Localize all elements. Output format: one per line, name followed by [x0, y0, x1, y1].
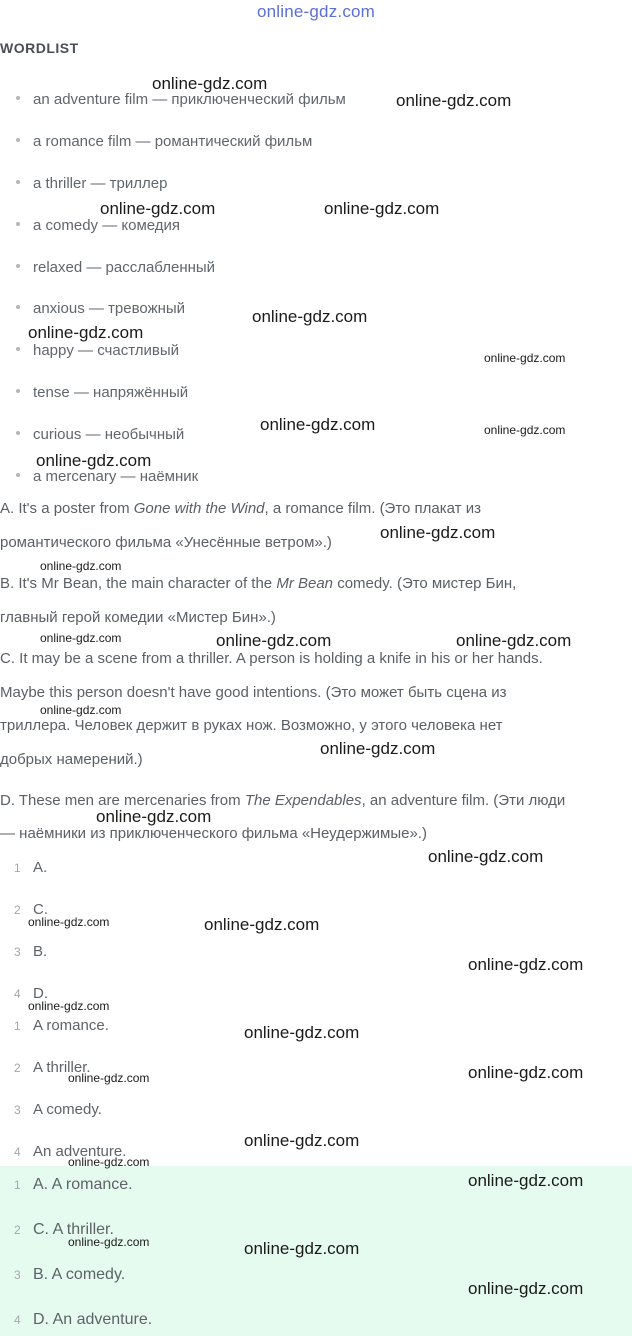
- item-number: 2: [14, 1223, 21, 1237]
- watermark: online-gdz.com: [28, 999, 110, 1013]
- answer-item: [14, 1266, 125, 1284]
- watermark: online-gdz.com: [68, 1235, 150, 1249]
- list-item-text: an adventure film — приключенческий фильм: [33, 91, 346, 108]
- film-title: Mr Bean: [276, 575, 334, 592]
- list-item: [16, 175, 167, 192]
- list-item: [16, 384, 188, 401]
- watermark: online-gdz.com: [456, 631, 572, 650]
- watermark: online-gdz.com: [244, 1131, 360, 1150]
- watermark: online-gdz.com: [260, 415, 376, 434]
- watermark: online-gdz.com: [36, 451, 152, 470]
- watermark: online-gdz.com: [244, 1023, 360, 1042]
- bullet-icon: [16, 347, 20, 351]
- bullet-icon: [16, 222, 20, 226]
- top-watermark: online-gdz.com: [256, 2, 376, 21]
- paragraph-b-line-1: [0, 576, 516, 591]
- film-title: The Expendables: [244, 792, 362, 809]
- bullet-icon: [16, 180, 20, 184]
- list-item: [14, 1017, 109, 1034]
- list-item-text: relaxed — расслабленный: [33, 259, 216, 276]
- paragraph-c-line-2: Maybe this person doesn't have good intentions. (Это может быть сцена из: [0, 684, 507, 701]
- paragraph-a-line-1: [0, 501, 481, 516]
- watermark: online-gdz.com: [484, 351, 566, 365]
- item-text: C. A thriller.: [33, 1221, 114, 1238]
- item-text: A romance.: [33, 1017, 109, 1034]
- bullet-icon: [16, 389, 20, 393]
- list-item-text: a romance film — романтический фильм: [33, 133, 313, 150]
- watermark: online-gdz.com: [396, 91, 512, 110]
- bullet-icon: [16, 473, 20, 477]
- paragraph-text: B. It's Mr Bean, the main character of the: [0, 575, 277, 592]
- item-number: 4: [14, 1145, 21, 1159]
- paragraph-c-line-3: триллера. Человек держит в руках нож. Возможно, у этого человека нет: [0, 717, 503, 734]
- item-number: 4: [14, 987, 21, 1001]
- list-item: [16, 133, 312, 150]
- list-item: [14, 943, 47, 960]
- list-item-text: anxious — тревожный: [33, 300, 186, 317]
- item-text: A.: [33, 859, 48, 876]
- paragraph-d-line-1: [0, 793, 565, 808]
- item-number: 1: [14, 861, 21, 875]
- list-item: [14, 1101, 102, 1118]
- watermark: online-gdz.com: [468, 1279, 584, 1298]
- list-item: [16, 342, 179, 359]
- paragraph-c-line-1: C. It may be a scene from a thriller. A person is holding a knife in his or her hands.: [0, 650, 543, 667]
- item-number: 3: [14, 1103, 21, 1117]
- item-number: 4: [14, 1313, 21, 1327]
- watermark: online-gdz.com: [40, 703, 122, 717]
- watermark: online-gdz.com: [68, 1071, 150, 1085]
- item-text: B. A comedy.: [33, 1266, 126, 1283]
- answer-item: [14, 1311, 152, 1329]
- item-number: 1: [14, 1178, 21, 1192]
- list-item-text: happy — счастливый: [33, 342, 179, 359]
- watermark: online-gdz.com: [252, 307, 368, 326]
- list-item: [16, 259, 215, 276]
- watermark: online-gdz.com: [152, 74, 268, 93]
- film-title: Gone with the Wind: [133, 500, 265, 517]
- item-text: A. A romance.: [33, 1176, 133, 1193]
- paragraph-text: A. It's a poster from: [0, 500, 134, 517]
- item-number: 2: [14, 1061, 21, 1075]
- watermark: online-gdz.com: [468, 955, 584, 974]
- list-item-text: a comedy — комедия: [33, 217, 181, 234]
- item-text: An adventure.: [33, 1143, 127, 1160]
- list-item: [16, 426, 184, 443]
- bullet-icon: [16, 138, 20, 142]
- watermark: online-gdz.com: [68, 1155, 150, 1169]
- list-item-text: tense — напряжённый: [33, 384, 189, 401]
- paragraph-text: comedy. (Это мистер Бин,: [333, 575, 517, 592]
- watermark: online-gdz.com: [28, 915, 110, 929]
- watermark: online-gdz.com: [204, 915, 320, 934]
- watermark: online-gdz.com: [320, 739, 436, 758]
- watermark: online-gdz.com: [28, 323, 144, 342]
- item-text: A comedy.: [33, 1101, 102, 1118]
- list-item: [16, 300, 185, 317]
- watermark: online-gdz.com: [324, 199, 440, 218]
- watermark: online-gdz.com: [244, 1239, 360, 1258]
- watermark: online-gdz.com: [96, 807, 212, 826]
- item-text: D.: [33, 985, 48, 1002]
- list-item-text: curious — необычный: [33, 426, 185, 443]
- paragraph-text: , an adventure film. (Эти люди: [361, 792, 566, 809]
- item-text: A thriller.: [33, 1059, 91, 1076]
- watermark: online-gdz.com: [40, 631, 122, 645]
- item-number: 2: [14, 903, 21, 917]
- watermark: online-gdz.com: [428, 847, 544, 866]
- watermark: online-gdz.com: [40, 559, 122, 573]
- bullet-icon: [16, 96, 20, 100]
- watermark: online-gdz.com: [380, 523, 496, 542]
- item-text: D. An adventure.: [33, 1311, 153, 1328]
- paragraph-d-line-2: — наёмники из приключенческого фильма «Неудержимые».): [0, 825, 427, 842]
- item-text: B.: [33, 943, 48, 960]
- watermark: online-gdz.com: [468, 1171, 584, 1190]
- list-item: [14, 859, 47, 876]
- watermark: online-gdz.com: [100, 199, 216, 218]
- paragraph-b-line-2: главный герой комедии «Мистер Бин».): [0, 609, 276, 626]
- paragraph-text: D. These men are mercenaries from: [0, 792, 245, 809]
- wordlist-heading: WORDLIST: [0, 40, 79, 56]
- bullet-icon: [16, 431, 20, 435]
- list-item-text: a thriller — триллер: [33, 175, 168, 192]
- bullet-icon: [16, 305, 20, 309]
- item-number: 3: [14, 945, 21, 959]
- paragraph-a-line-2: романтического фильма «Унесённые ветром».): [0, 534, 332, 551]
- item-number: 1: [14, 1019, 21, 1033]
- answer-item: [14, 1176, 133, 1194]
- item-number: 3: [14, 1268, 21, 1282]
- paragraph-c-line-4: добрых намерений.): [0, 751, 143, 768]
- watermark: online-gdz.com: [468, 1063, 584, 1082]
- list-item-text: a mercenary — наёмник: [33, 468, 199, 485]
- list-item: [16, 217, 180, 234]
- bullet-icon: [16, 264, 20, 268]
- watermark: online-gdz.com: [484, 423, 566, 437]
- watermark: online-gdz.com: [216, 631, 332, 650]
- item-text: C.: [33, 901, 48, 918]
- paragraph-text: , a romance film. (Это плакат из: [264, 500, 481, 517]
